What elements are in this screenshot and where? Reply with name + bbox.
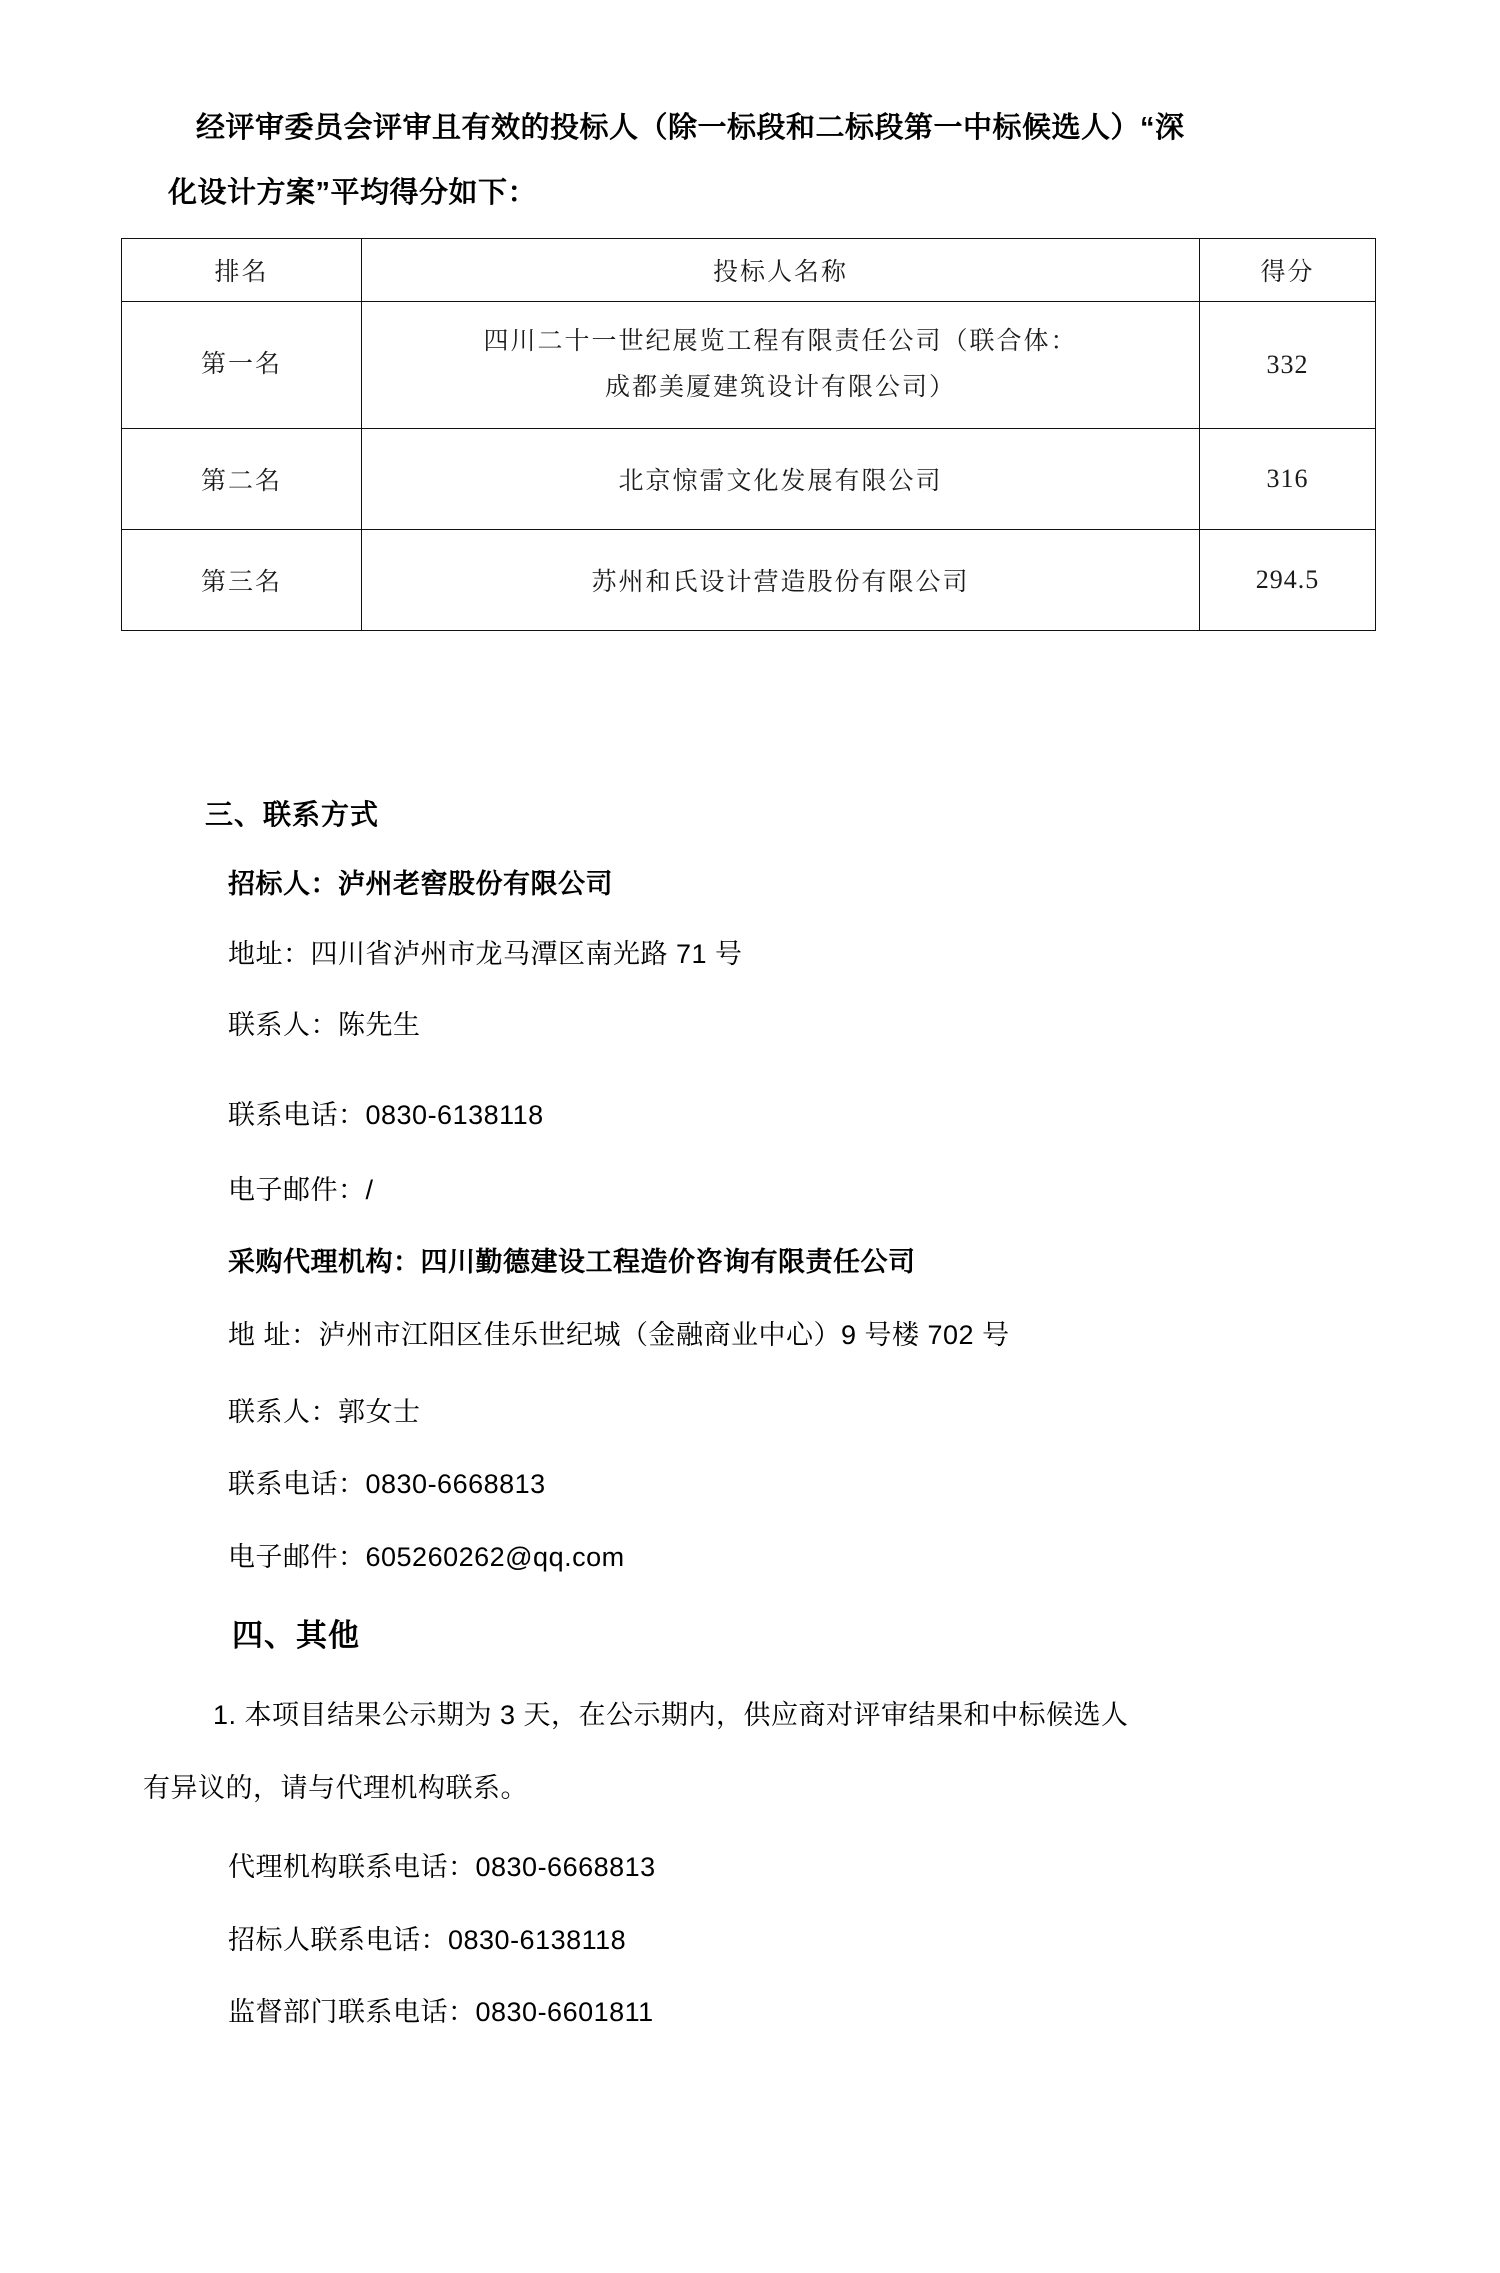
table-row [122,429,1376,530]
cell-score: 316 [1200,429,1376,530]
table-header-name: 投标人名称 [362,239,1200,302]
page-title-line-1: 经评审委员会评审且有效的投标人（除一标段和二标段第一中标候选人）“深 [196,112,1185,144]
agency-name-line: 采购代理机构：四川勤德建设工程造价咨询有限责任公司 [228,1247,916,1277]
section-heading-contact: 三、联系方式 [205,799,380,830]
cell-bidder-name-line-2: 成都美厦建筑设计有限公司） [604,374,956,401]
tenderer-phone-line: 联系电话：0830-6138118 [228,1100,544,1130]
table-row [122,530,1376,631]
cell-bidder-name-line-1: 四川二十一世纪展览工程有限责任公司（联合体： [483,328,1078,355]
section-heading-other: 四、其他 [232,1618,360,1653]
cell-bidder-name: 北京惊雷文化发展有限公司 [362,429,1200,530]
cell-score: 294.5 [1200,530,1376,631]
cell-rank: 第一名 [122,302,362,429]
other-item-1-line-2: 有异议的，请与代理机构联系。 [143,1773,528,1803]
tenderer-email-line: 电子邮件：/ [228,1175,374,1205]
agency-email-line: 电子邮件：605260262@qq.com [228,1542,625,1572]
other-tenderer-phone-line: 招标人联系电话：0830-6138118 [228,1925,627,1955]
table-header-row [122,239,1376,302]
score-table [121,238,1376,631]
tenderer-address-line: 地址：四川省泸州市龙马潭区南光路 71 号 [228,939,743,969]
cell-score: 332 [1200,302,1376,429]
agency-address-line: 地 址：泸州市江阳区佳乐世纪城（金融商业中心）9 号楼 702 号 [228,1320,1010,1350]
other-item-1-line-1: 1. 本项目结果公示期为 3 天，在公示期内，供应商对评审结果和中标候选人 [213,1700,1129,1730]
cell-bidder-name: 苏州和氏设计营造股份有限公司 [362,530,1200,631]
page-title-line-2: 化设计方案”平均得分如下： [168,177,538,209]
agency-phone-line: 联系电话：0830-6668813 [228,1469,546,1499]
tenderer-name-line: 招标人：泸州老窖股份有限公司 [228,869,613,899]
cell-rank: 第三名 [122,530,362,631]
tenderer-contact-person-line: 联系人：陈先生 [228,1010,421,1040]
other-agency-phone-line: 代理机构联系电话：0830-6668813 [228,1852,656,1882]
agency-contact-person-line: 联系人：郭女士 [228,1397,421,1427]
table-header-score: 得分 [1200,239,1376,302]
cell-bidder-name [362,302,1200,429]
cell-rank: 第二名 [122,429,362,530]
table-row [122,302,1376,429]
other-supervision-phone-line: 监督部门联系电话：0830-6601811 [228,1997,654,2027]
table-header-rank: 排名 [122,239,362,302]
